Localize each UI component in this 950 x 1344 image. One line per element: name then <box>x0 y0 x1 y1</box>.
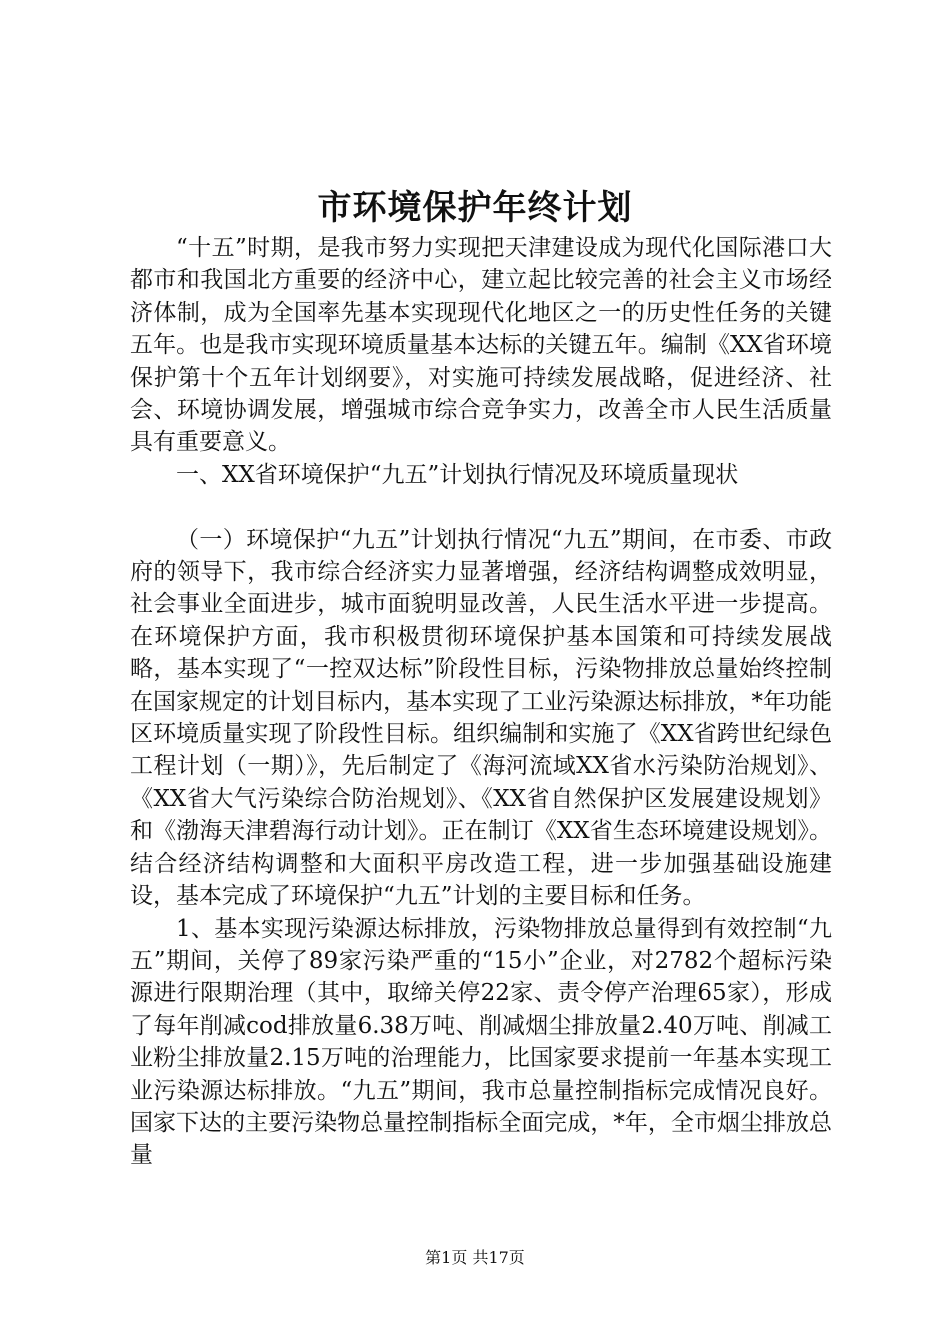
document-body <box>130 232 832 1172</box>
intro-paragraph: “十五”时期，是我市努力实现把天津建设成为现代化国际港口大都市和我国北方重要的经济中心，建立起比较完善的社会主义市场经济体制，成为全国率先基本实现现代化地区之一的历史性任务的关键五年。也是我市实现环境质量基本达标的关键五年。编制《XX省环境保护第十个五年计划纲要》，对实施可持续发展战略，促进经济、社会、环境协调发展，增强城市综合竞争实力，改善全市人民生活质量具有重要意义。 <box>130 235 832 456</box>
page-number: 第1页 共17页 <box>425 1248 525 1267</box>
item-paragraph: 1、基本实现污染源达标排放，污染物排放总量得到有效控制“九五”期间，关停了89家污染严重的“15小”企业，对2782个超标污染源进行限期治理（其中，取缔关停22家、责令停产治理65家），形成了每年削减cod排放量6.38万吨、削减烟尘排放量2.40万吨、削减工业粉尘排放量2.15万吨的治理能力，比国家要求提前一年基本实现工业污染源达标排放。“九五”期间，我市总量控制指标完成情况良好。国家下达的主要污染物总量控制指标全面完成，*年，全市烟尘排放总量 <box>130 915 832 1169</box>
section-heading: 一、XX省环境保护“九五”计划执行情况及环境质量现状 <box>176 461 739 488</box>
subsection-paragraph: （一）环境保护“九五”计划执行情况“九五”期间，在市委、市政府的领导下，我市综合经济实力显著增强，经济结构调整成效明显，社会事业全面进步，城市面貌明显改善，人民生活水平进一步提高。在环境保护方面，我市积极贯彻环境保护基本国策和可持续发展战略，基本实现了“一控双达标”阶段性目标，污染物排放总量始终控制在国家规定的计划目标内，基本实现了工业污染源达标排放，*年功能区环境质量实现了阶段性目标。组织编制和实施了《XX省跨世纪绿色工程计划（一期）》，先后制定了《海河流域XX省水污染防治规划》、《XX省大气污染综合防治规划》、《XX省自然保护区发展建设规划》和《渤海天津碧海行动计划》。正在制订《XX省生态环境建设规划》。结合经济结构调整和大面积平房改造工程，进一步加强基础设施建设，基本完成了环境保护“九五”计划的主要目标和任务。 <box>130 526 832 910</box>
document-title: 市环境保护年终计划 <box>317 188 633 228</box>
